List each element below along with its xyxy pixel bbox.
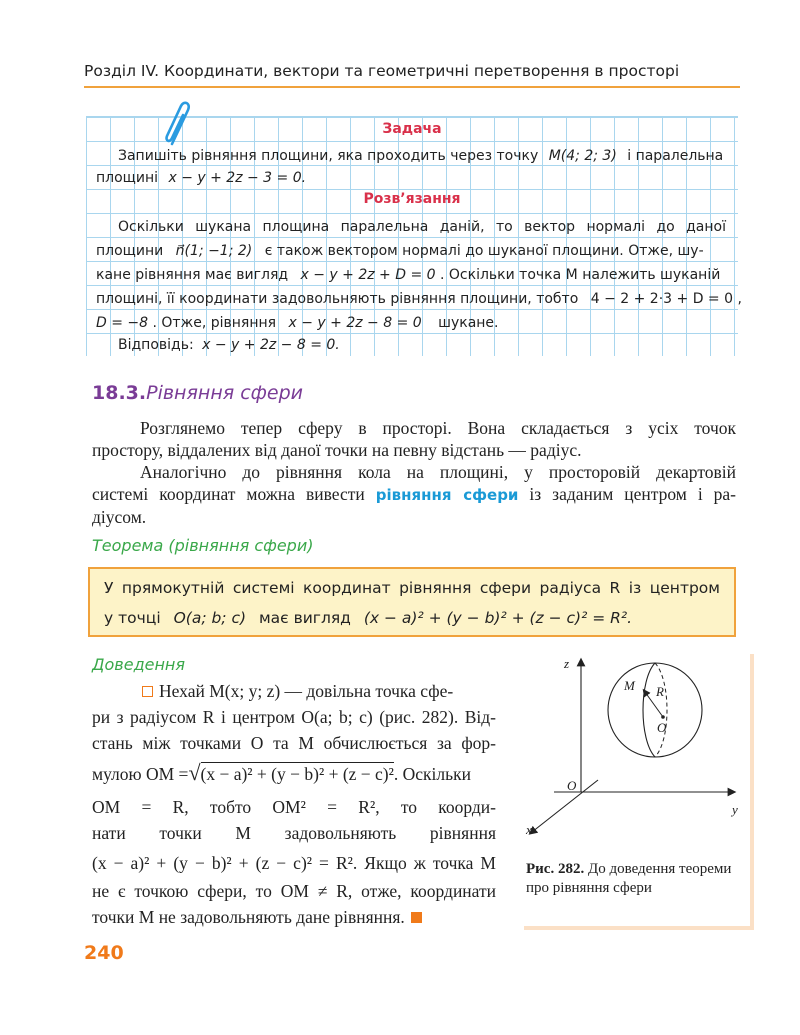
task-line-2: площині x − y + 2z − 3 = 0.	[96, 170, 307, 186]
proof-line-1: Нехай M(x; y; z) — довільна точка сфе-	[92, 680, 496, 702]
task-block	[86, 116, 742, 356]
answer-line: Відповідь: x − y + 2z − 8 = 0.	[118, 337, 340, 353]
proof-end-icon	[411, 912, 422, 923]
section-number: 18.3.	[92, 382, 147, 404]
theorem-line-1: У прямокутній системі координат рівняння сфери радіуса R із центром	[104, 579, 720, 597]
intro-paragraph-2: Аналогічно до рівняння кола на площині, у просторовій декартовій системі координат можна вивести рівняння сфери із заданим центром і ра- діусом.	[92, 462, 736, 527]
sphere-equation: (x − a)² + (y − b)² + (z − c)² = R².	[363, 609, 633, 627]
radicand: (x − a)² + (y − b)² + (z − c)²	[200, 764, 394, 784]
center-dot	[661, 715, 665, 719]
theorem-box	[88, 567, 736, 637]
solution-line-5: D = −8 . Отже, рівняння x − y + 2z − 8 = 0 шукане.	[96, 315, 499, 331]
proof-line-6: нати точки M задовольняють рівняння	[92, 823, 496, 843]
sphere-front-meridian	[643, 663, 655, 757]
result-eq: x − y + 2z − 8 = 0	[288, 315, 422, 331]
proof-heading: Доведення	[92, 655, 186, 674]
proof-line-2: ри з радіусом R і центром O(a; b; c) (рис. 282). Від-	[92, 707, 496, 727]
center-label: O	[657, 720, 667, 735]
point-m-label: M	[624, 678, 635, 693]
task-point: M(4; 2; 3)	[548, 148, 617, 164]
proof-line-3: стань між точками O та M обчислюється за фор-	[92, 733, 496, 753]
theorem-line-2: у точці O(a; b; c) має вигляд (x − a)² + (y − b)² + (z − c)² = R².	[104, 609, 633, 627]
page-number: 240	[84, 942, 124, 964]
proof-line-9: точки M не задовольняють дане рівняння.	[92, 906, 496, 928]
answer-eq: x − y + 2z − 8 = 0.	[202, 337, 340, 353]
sphere-figure	[520, 650, 750, 860]
task-line-1: Запишіть рівняння площини, яка проходить через точку M(4; 2; 3) і паралельна	[118, 148, 724, 164]
figure-caption	[526, 860, 740, 898]
proof-line-8: не є точкою сфери, то OM ≠ R, отже, координати	[92, 881, 496, 901]
x-label: x	[526, 822, 532, 837]
y-label: y	[732, 802, 738, 817]
center-point: O(a; b; c)	[173, 609, 247, 627]
section-name: Рівняння сфери	[146, 382, 303, 404]
header-rule	[84, 86, 740, 88]
solution-line-3: кане рівняння має вигляд x − y + 2z + D = 0 . Оскільки точка M належить шуканій	[96, 267, 721, 283]
proof-line-5: OM = R, тобто OM² = R², то коорди-	[92, 797, 496, 817]
solution-line-4: площині, її координати задовольняють рівняння площини, тобто 4 − 2 + 2·3 + D = 0 ,	[96, 291, 742, 307]
task-title: Задача	[382, 121, 442, 137]
proof-start-icon	[142, 686, 153, 697]
solution-title: Розв’язання	[363, 191, 461, 207]
normal-vector: n⃗(1; −1; 2)	[175, 243, 253, 259]
task-plane-eq: x − y + 2z − 3 = 0.	[168, 170, 307, 186]
z-label: z	[564, 656, 570, 671]
caption-text: До доведення теореми про рівняння сфери	[526, 861, 732, 896]
proof-line-4: мулою OM =√(x − a)² + (y − b)² + (z − c)². Оскільки	[92, 760, 471, 785]
proof-line-7: (x − a)² + (y − b)² + (z − c)² = R². Якщо ж точка M	[92, 853, 496, 873]
general-plane-eq: x − y + 2z + D = 0	[300, 267, 436, 283]
solution-line-1: Оскільки шукана площина паралельна даній, то вектор нормалі до даної	[118, 219, 726, 235]
theorem-heading: Теорема (рівняння сфери)	[92, 536, 314, 555]
substitution-eq: 4 − 2 + 2·3 + D = 0 ,	[590, 291, 742, 307]
sphere-back-meridian	[655, 663, 667, 757]
caption-number: Рис. 282.	[526, 861, 585, 877]
running-header: Розділ IV. Координати, вектори та геометричні перетворення в просторі	[84, 62, 680, 80]
section-title	[92, 382, 303, 404]
highlight-term: рівняння сфери	[375, 486, 519, 504]
origin-label: O	[567, 778, 577, 793]
x-axis	[532, 780, 598, 832]
solution-line-2: площини n⃗(1; −1; 2) є також вектором нормалі до шуканої площини. Отже, шу-	[96, 243, 704, 259]
paperclip-icon	[158, 100, 198, 148]
intro-paragraph-1: Розглянемо тепер сферу в просторі. Вона складається з усіх точок простору, віддалених від даної точки на певну відстань — радіус.	[92, 418, 736, 460]
sphere-outline	[608, 663, 702, 757]
radius-label: R	[656, 684, 664, 699]
d-value: D = −8	[96, 315, 149, 331]
